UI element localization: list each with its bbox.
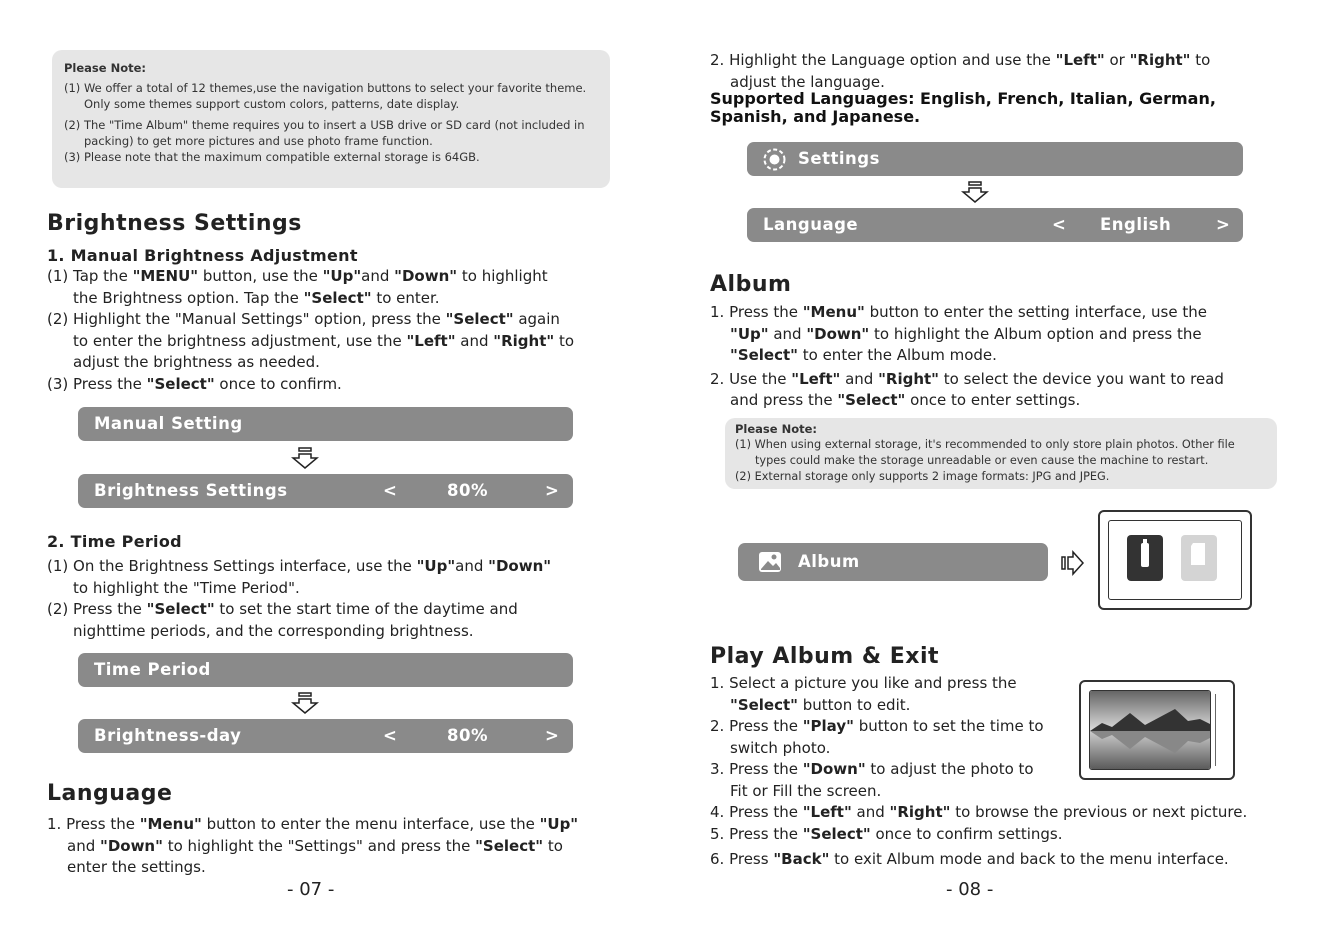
play-album-heading: Play Album & Exit <box>710 644 940 669</box>
language-bar[interactable] <box>747 208 1243 242</box>
album-device-frame <box>1098 510 1252 610</box>
play-step-3-cont: Fit or Fill the screen. <box>730 781 882 800</box>
language-value: English <box>1100 215 1172 234</box>
bar-label: Settings <box>798 149 880 168</box>
sd-card-tile[interactable] <box>1181 535 1217 581</box>
manual-brightness-heading: 1. Manual Brightness Adjustment <box>47 246 358 265</box>
left-chevron[interactable]: < <box>383 481 398 500</box>
brightness-value: 80% <box>447 481 488 500</box>
play-step-1: 1. Select a picture you like and press the <box>710 674 1017 692</box>
language-step-1-cont: enter the settings. <box>67 858 206 876</box>
step-1: (1) Tap the "MENU" button, use the "Up"and "Down" to highlight <box>47 267 548 285</box>
page-08 <box>661 0 1323 934</box>
language-step-2 <box>710 50 1310 93</box>
page-07 <box>0 0 661 934</box>
device-side-buttons <box>1215 694 1225 766</box>
note-title: Please Note: <box>735 422 817 436</box>
time-steps <box>47 556 647 642</box>
album-bar[interactable] <box>738 543 1048 581</box>
photo-icon <box>758 551 782 573</box>
step-3: (3) Press the "Select" once to confirm. <box>47 374 342 393</box>
album-step-1-cont: "Select" to enter the Album mode. <box>730 346 997 364</box>
play-step-4: 4. Press the "Left" and "Right" to browse the previous or next picture. <box>710 803 1248 821</box>
language-step-1-cont: and "Down" to highlight the "Settings" and press the "Select" to <box>67 836 563 855</box>
album-step-2: 2. Use the "Left" and "Right" to select the device you want to read <box>710 369 1224 388</box>
album-step-2-cont: and press the "Select" once to enter settings. <box>730 391 1081 409</box>
album-step-1: 1. Press the "Menu" button to enter the setting interface, use the <box>710 303 1207 321</box>
please-note-box <box>52 50 610 188</box>
play-device-frame <box>1079 680 1235 780</box>
time-step-2: (2) Press the "Select" to set the start time of the daytime and <box>47 600 518 618</box>
language-heading: Language <box>47 781 173 806</box>
down-arrow-icon <box>961 181 989 203</box>
album-heading: Album <box>710 272 792 297</box>
brightness-day-value: 80% <box>447 726 488 745</box>
bar-label: Language <box>763 215 859 234</box>
settings-bar[interactable] <box>747 142 1243 176</box>
note-item: (2) The "Time Album" theme requires you to insert a USB drive or SD card (not included in packing) to get more pictures and use photo frame function. <box>64 118 585 148</box>
right-arrow-icon <box>1061 550 1085 576</box>
usb-icon <box>1127 535 1163 581</box>
language-step-1: 1. Press the "Menu" button to enter the menu interface, use the "Up" <box>47 815 579 833</box>
down-arrow-icon <box>291 692 319 714</box>
right-chevron[interactable]: > <box>545 726 560 745</box>
note-item: (3) Please note that the maximum compatible external storage is 64GB. <box>64 150 480 164</box>
step-2-cont: adjust the brightness as needed. <box>73 353 320 371</box>
step-2-cont: to enter the brightness adjustment, use the "Left" and "Right" to <box>73 331 575 350</box>
play-step-2: 2. Press the "Play" button to set the time to <box>710 717 1044 735</box>
gear-icon <box>761 146 788 173</box>
down-arrow-icon <box>291 447 319 469</box>
album-step-1-cont: "Up" and "Down" to highlight the Album option and press the <box>730 324 1202 343</box>
time-period-bar[interactable] <box>78 653 573 687</box>
landscape-photo <box>1090 691 1211 770</box>
bar-label: Time Period <box>94 660 211 679</box>
page-number: - 07 - <box>287 879 335 900</box>
manual-setting-bar[interactable] <box>78 407 573 441</box>
note-item: (1) We offer a total of 12 themes,use the navigation buttons to select your favorite theme. Only some themes support custom colors, patterns, date display. <box>64 81 587 111</box>
bar-label: Album <box>798 552 860 571</box>
left-chevron[interactable]: < <box>383 726 398 745</box>
usb-drive-tile[interactable] <box>1127 535 1163 581</box>
play-step-3: 3. Press the "Down" to adjust the photo to <box>710 760 1034 778</box>
brightness-settings-heading: Brightness Settings <box>47 211 302 236</box>
note-item: (1) When using external storage, it's recommended to only store plain photos. Other file types could make the storage unreadable or even cause the machine to restart. <box>735 438 1235 467</box>
time-step-2-cont: nighttime periods, and the corresponding brightness. <box>73 621 474 640</box>
checkmark-icon <box>598 413 620 435</box>
time-step-1-cont: to highlight the "Time Period". <box>73 578 300 597</box>
language-step-2-line: 2. Highlight the Language option and use the "Left" or "Right" to <box>710 51 1211 69</box>
brightness-settings-bar[interactable] <box>78 474 573 508</box>
play-step-5: 5. Press the "Select" once to confirm settings. <box>710 824 1063 843</box>
right-chevron[interactable]: > <box>1216 215 1231 234</box>
play-step-1-cont: "Select" button to edit. <box>730 695 911 714</box>
step-2: (2) Highlight the "Manual Settings" option, press the "Select" again <box>47 310 560 328</box>
left-chevron[interactable]: < <box>1052 215 1067 234</box>
bar-label: Brightness Settings <box>94 481 288 500</box>
supported-languages: Supported Languages: English, French, Italian, German, Spanish, and Japanese. <box>710 89 1216 126</box>
time-period-heading: 2. Time Period <box>47 532 182 551</box>
page-number: - 08 - <box>946 879 994 900</box>
album-steps <box>710 302 1310 412</box>
right-chevron[interactable]: > <box>545 481 560 500</box>
device-screen <box>1108 520 1242 600</box>
bar-label: Manual Setting <box>94 414 243 433</box>
play-step-6: 6. Press "Back" to exit Album mode and back to the menu interface. <box>710 850 1229 868</box>
language-step-2-cont: adjust the language. <box>730 72 885 91</box>
play-step-2-cont: switch photo. <box>730 738 831 757</box>
album-note-box <box>725 418 1277 489</box>
sd-card-icon <box>1181 535 1217 581</box>
language-steps <box>47 814 657 879</box>
manual-steps <box>47 266 647 395</box>
time-step-1: (1) On the Brightness Settings interface, use the "Up"and "Down" <box>47 557 552 575</box>
bar-label: Brightness-day <box>94 726 242 745</box>
device-screen <box>1089 690 1211 770</box>
note-item: (2) External storage only supports 2 image formats: JPG and JPEG. <box>735 470 1110 483</box>
step-1-cont: the Brightness option. Tap the "Select" to enter. <box>73 288 440 307</box>
note-title: Please Note: <box>64 61 146 75</box>
brightness-day-bar[interactable] <box>78 719 573 753</box>
